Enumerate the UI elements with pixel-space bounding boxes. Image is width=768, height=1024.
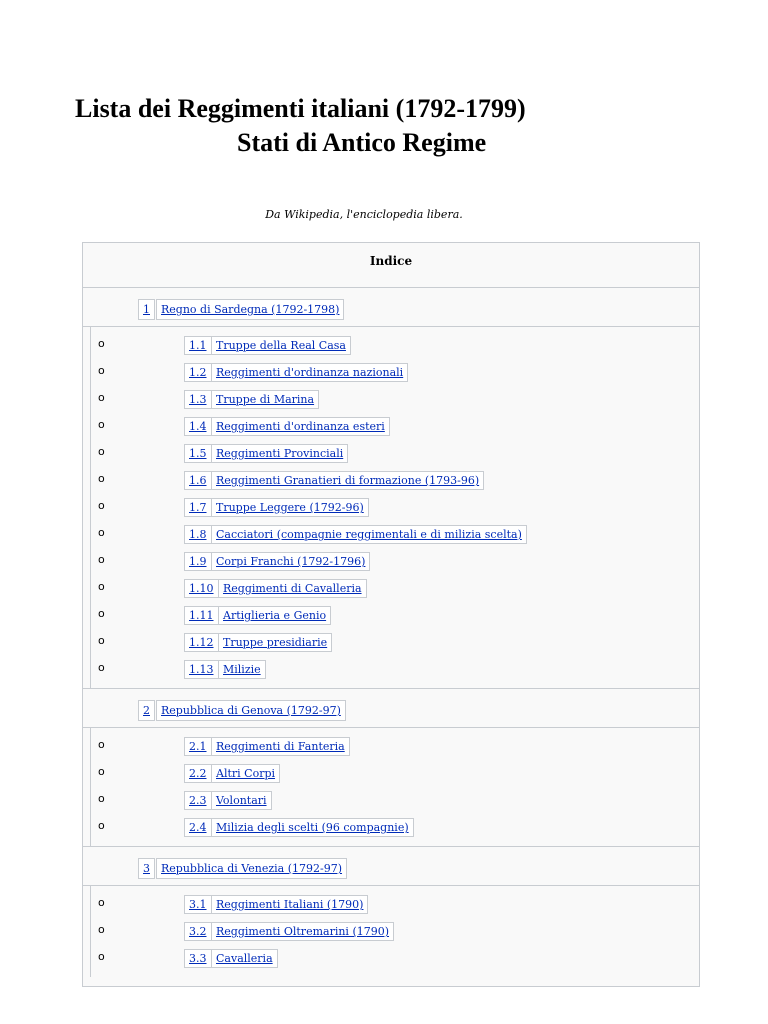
toc-subsection-item: [83, 359, 699, 386]
list-bullet: o: [98, 445, 105, 458]
list-bullet: o: [98, 950, 105, 963]
toc-subsection-item: [83, 413, 699, 440]
list-bullet: o: [98, 819, 105, 832]
toc-subsection-item: [83, 629, 699, 656]
toc-subsection-link[interactable]: Altri Corpi: [216, 767, 276, 780]
toc-subsection-number-link[interactable]: 1.1: [189, 339, 207, 352]
list-bullet: o: [98, 607, 105, 620]
toc-subsection-number-box: [184, 633, 219, 652]
toc-subsection-link[interactable]: Milizia degli scelti (96 compagnie): [216, 821, 409, 834]
toc-subsection-item: [83, 787, 699, 814]
toc-section-number-box: [138, 858, 155, 879]
toc-section-number-link[interactable]: 1: [143, 303, 150, 316]
toc-subsection-link[interactable]: Milizie: [223, 663, 261, 676]
list-bullet: o: [98, 418, 105, 431]
list-bullet: o: [98, 896, 105, 909]
toc-subsection-number-link[interactable]: 1.3: [189, 393, 207, 406]
list-bullet: o: [98, 337, 105, 350]
list-bullet: o: [98, 792, 105, 805]
list-bullet: o: [98, 526, 105, 539]
toc-subsection-number-box: [184, 764, 212, 783]
toc-subsection-label-box: [211, 417, 390, 436]
toc-subsection-number-link[interactable]: 1.8: [189, 528, 207, 541]
toc-subsection-number-box: [184, 895, 212, 914]
toc-section-link[interactable]: Repubblica di Venezia (1792-97): [161, 862, 343, 875]
toc-subsection-item: [83, 945, 699, 972]
toc-section-link[interactable]: Repubblica di Genova (1792-97): [161, 704, 341, 717]
page-title-line-2: Stati di Antico Regime: [237, 128, 487, 157]
toc-subsection-label-box: [211, 444, 348, 463]
toc-subsection-label-box: [211, 922, 394, 941]
toc-subsection-item: [83, 575, 699, 602]
toc-subsection-number-box: [184, 444, 212, 463]
toc-subsection-label-box: [211, 471, 484, 490]
toc-subsection-link[interactable]: Reggimenti Provinciali: [216, 447, 344, 460]
list-bullet: o: [98, 634, 105, 647]
toc-section-row: [83, 847, 699, 886]
toc-section-row: [83, 288, 699, 327]
toc-subsection-link[interactable]: Corpi Franchi (1792-1796): [216, 555, 366, 568]
toc-subsection-number-link[interactable]: 1.5: [189, 447, 207, 460]
toc-subsection-link[interactable]: Cacciatori (compagnie reggimentali e di milizia scelta): [216, 528, 522, 541]
toc-subsection-item: [83, 332, 699, 359]
toc-subsection-number-box: [184, 579, 219, 598]
toc-subsection-list: [83, 886, 699, 977]
toc-subsection-label-box: [211, 363, 408, 382]
toc-subsection-label-box: [218, 633, 332, 652]
toc-heading: Indice: [83, 243, 699, 288]
toc-subsection-number-link[interactable]: 1.12: [189, 636, 214, 649]
toc-section-number-link[interactable]: 3: [143, 862, 150, 875]
toc-subsection-label-box: [211, 949, 278, 968]
toc-subsection-item: [83, 814, 699, 841]
toc-subsection-list: [83, 327, 699, 689]
toc-subsection-link[interactable]: Truppe Leggere (1792-96): [216, 501, 364, 514]
toc-subsection-link[interactable]: Reggimenti Italiani (1790): [216, 898, 364, 911]
toc-subsection-link[interactable]: Reggimenti di Cavalleria: [223, 582, 362, 595]
toc-section-label-box: [156, 700, 346, 721]
toc-subsection-link[interactable]: Volontari: [216, 794, 267, 807]
toc-subsection-label-box: [211, 737, 350, 756]
toc-subsection-label-box: [211, 498, 369, 517]
toc-subsection-item: [83, 918, 699, 945]
toc-subsection-item: [83, 602, 699, 629]
toc-subsection-label-box: [211, 390, 319, 409]
toc-subsection-list: [83, 728, 699, 847]
toc-subsection-number-link[interactable]: 2.1: [189, 740, 207, 753]
toc-subsection-label-box: [211, 764, 280, 783]
toc-subsection-link[interactable]: Truppe della Real Casa: [216, 339, 346, 352]
list-bullet: o: [98, 580, 105, 593]
list-bullet: o: [98, 499, 105, 512]
toc-subsection-label-box: [211, 336, 351, 355]
toc-subsection-number-link[interactable]: 1.11: [189, 609, 214, 622]
toc-subsection-number-box: [184, 471, 212, 490]
list-bullet: o: [98, 923, 105, 936]
toc-section-number-link[interactable]: 2: [143, 704, 150, 717]
list-bullet: o: [98, 553, 105, 566]
toc-subsection-number-box: [184, 525, 212, 544]
page-subtitle: Da Wikipedia, l'enciclopedia libera.: [265, 208, 463, 221]
toc-section-number-box: [138, 700, 155, 721]
toc-subsection-item: [83, 760, 699, 787]
toc-subsection-link[interactable]: Reggimenti Oltremarini (1790): [216, 925, 390, 938]
toc-subsection-item: [83, 891, 699, 918]
toc-subsection-item: [83, 386, 699, 413]
list-bullet: o: [98, 364, 105, 377]
toc-section-label-box: [156, 858, 347, 879]
toc-subsection-number-box: [184, 660, 219, 679]
toc-subsection-label-box: [211, 552, 370, 571]
toc-section-number-box: [138, 299, 155, 320]
list-bullet: o: [98, 661, 105, 674]
toc-subsection-label-box: [218, 660, 266, 679]
toc-subsection-number-link[interactable]: 1.7: [189, 501, 207, 514]
toc-subsection-number-link[interactable]: 1.4: [189, 420, 207, 433]
toc-subsection-label-box: [211, 791, 272, 810]
toc-subsection-label-box: [218, 579, 367, 598]
toc-subsection-item: [83, 733, 699, 760]
toc-subsection-item: [83, 440, 699, 467]
page-title-line-1: Lista dei Reggimenti italiani (1792-1799): [75, 94, 526, 123]
toc-body: [83, 288, 699, 977]
toc-section-row: [83, 689, 699, 728]
toc-subsection-number-box: [184, 791, 212, 810]
toc-subsection-number-box: [184, 818, 212, 837]
toc-subsection-link[interactable]: Reggimenti Granatieri di formazione (1793-96): [216, 474, 480, 487]
toc-subsection-item: [83, 467, 699, 494]
list-bullet: o: [98, 472, 105, 485]
toc-subsection-label-box: [218, 606, 331, 625]
toc-subsection-number-box: [184, 922, 212, 941]
page-title: [75, 92, 526, 160]
toc-subsection-number-link[interactable]: 3.2: [189, 925, 207, 938]
table-of-contents: [82, 242, 700, 987]
toc-subsection-number-link[interactable]: 3.3: [189, 952, 207, 965]
toc-subsection-item: [83, 656, 699, 683]
toc-subsection-link[interactable]: Truppe presidiarie: [223, 636, 328, 649]
toc-subsection-label-box: [211, 525, 527, 544]
toc-section-label-box: [156, 299, 344, 320]
toc-subsection-link[interactable]: Reggimenti d'ordinanza esteri: [216, 420, 385, 433]
toc-subsection-link[interactable]: Artiglieria e Genio: [223, 609, 327, 622]
toc-subsection-number-link[interactable]: 2.4: [189, 821, 207, 834]
toc-subsection-item: [83, 494, 699, 521]
toc-subsection-item: [83, 521, 699, 548]
toc-subsection-label-box: [211, 818, 414, 837]
toc-subsection-link[interactable]: Reggimenti d'ordinanza nazionali: [216, 366, 404, 379]
toc-subsection-number-link[interactable]: 2.2: [189, 767, 207, 780]
toc-subsection-link[interactable]: Reggimenti di Fanteria: [216, 740, 345, 753]
toc-subsection-number-box: [184, 498, 212, 517]
toc-subsection-number-link[interactable]: 3.1: [189, 898, 207, 911]
toc-subsection-number-link[interactable]: 1.9: [189, 555, 207, 568]
toc-subsection-number-box: [184, 417, 212, 436]
toc-subsection-number-box: [184, 336, 212, 355]
toc-subsection-link[interactable]: Truppe di Marina: [216, 393, 315, 406]
toc-subsection-label-box: [211, 895, 368, 914]
toc-subsection-number-link[interactable]: 1.13: [189, 663, 214, 676]
toc-subsection-number-box: [184, 552, 212, 571]
list-bullet: o: [98, 391, 105, 404]
toc-subsection-number-box: [184, 949, 212, 968]
list-bullet: o: [98, 765, 105, 778]
list-bullet: o: [98, 738, 105, 751]
toc-subsection-number-link[interactable]: 2.3: [189, 794, 207, 807]
toc-section-link[interactable]: Regno di Sardegna (1792-1798): [161, 303, 340, 316]
toc-subsection-number-link[interactable]: 1.6: [189, 474, 207, 487]
toc-subsection-number-box: [184, 737, 212, 756]
toc-subsection-item: [83, 548, 699, 575]
toc-subsection-number-link[interactable]: 1.2: [189, 366, 207, 379]
toc-subsection-number-box: [184, 363, 212, 382]
toc-subsection-link[interactable]: Cavalleria: [216, 952, 273, 965]
toc-subsection-number-box: [184, 606, 219, 625]
toc-subsection-number-link[interactable]: 1.10: [189, 582, 214, 595]
toc-subsection-number-box: [184, 390, 212, 409]
